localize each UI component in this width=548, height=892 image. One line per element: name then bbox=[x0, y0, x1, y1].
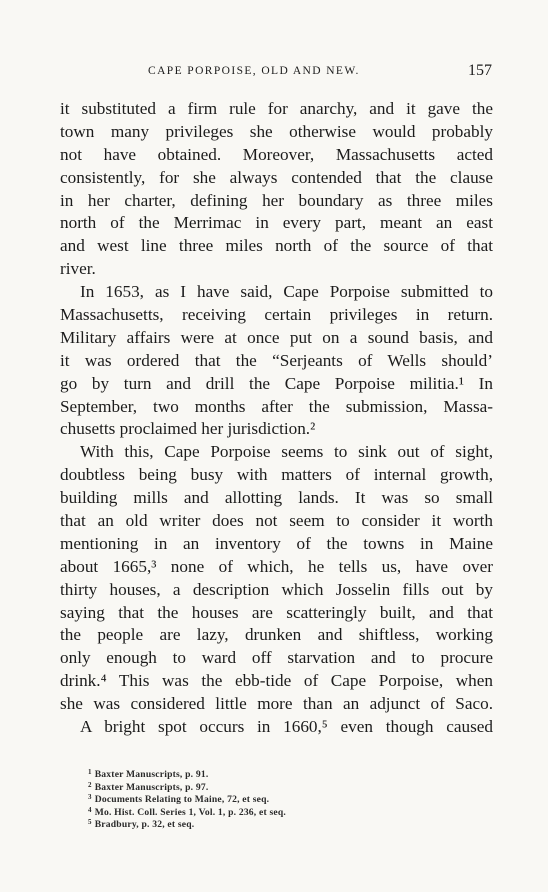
footnote-mark: 2 bbox=[88, 780, 92, 789]
running-head bbox=[60, 62, 492, 84]
text-line: the people are lazy, drunken and shiftless, working bbox=[60, 625, 493, 645]
text-line: drink.⁴ This was the ebb-tide of Cape Porpoise, when bbox=[60, 671, 493, 691]
text-line: Massachusetts, receiving certain privileges in return. bbox=[60, 305, 493, 325]
text-line: September, two months after the submission, Massa- bbox=[60, 396, 493, 416]
footnote bbox=[88, 791, 468, 804]
text-line: Military affairs were at once put on a sound basis, and bbox=[60, 327, 493, 347]
footnotes bbox=[88, 766, 468, 829]
text-line: consistently, for she always contended that the clause bbox=[60, 167, 493, 187]
text-line: town many privileges she otherwise would probably bbox=[60, 121, 493, 141]
text-line: chusetts proclaimed her jurisdiction.² bbox=[60, 419, 316, 439]
text-line: about 1665,³ none of which, he tells us, have over bbox=[60, 556, 493, 576]
text-line: north of the Merrimac in every part, meant an east bbox=[60, 213, 493, 233]
text-line: In 1653, as I have said, Cape Porpoise submitted to bbox=[80, 282, 493, 302]
page-number: 157 bbox=[468, 62, 492, 79]
text-line: in her charter, defining her boundary as three miles bbox=[60, 190, 493, 210]
text-line: mentioning in an inventory of the towns in Maine bbox=[60, 533, 493, 553]
footnote bbox=[88, 804, 468, 817]
running-title: CAPE PORPOISE, OLD AND NEW. bbox=[148, 65, 360, 77]
body-text bbox=[60, 98, 493, 739]
footnote-mark: 4 bbox=[88, 805, 92, 814]
text-line: only enough to ward off starvation and to procure bbox=[60, 648, 493, 668]
footnote bbox=[88, 779, 468, 792]
text-line: she was considered little more than an adjunct of Saco. bbox=[60, 694, 493, 714]
footnote-text: Baxter Manuscripts, p. 91. bbox=[94, 769, 209, 780]
footnote bbox=[88, 766, 468, 779]
footnote-text: Baxter Manuscripts, p. 97. bbox=[94, 781, 209, 793]
footnote-mark: 5 bbox=[88, 818, 92, 826]
text-line: A bright spot occurs in 1660,⁵ even though caused bbox=[80, 717, 493, 737]
text-line: that an old writer does not seem to consider it worth bbox=[60, 511, 493, 531]
text-line: doubtless being busy with matters of internal growth, bbox=[60, 465, 493, 485]
footnote-text: Bradbury, p. 32, et seq. bbox=[94, 819, 195, 830]
text-line: thirty houses, a description which Josselin fills out by bbox=[60, 579, 493, 599]
text-line: river. bbox=[60, 259, 96, 279]
footnote-text: Documents Relating to Maine, 72, et seq. bbox=[94, 794, 270, 805]
text-line: and west line three miles north of the source of that bbox=[60, 236, 493, 256]
footnote-text: Mo. Hist. Coll. Series 1, Vol. 1, p. 236, et seq. bbox=[94, 806, 286, 818]
text-line: go by turn and drill the Cape Porpoise militia.¹ In bbox=[60, 373, 493, 393]
footnote-mark: 1 bbox=[88, 768, 92, 776]
text-line: building mills and allotting lands. It was so small bbox=[60, 488, 493, 508]
text-line: it was ordered that the “Serjeants of Wells should’ bbox=[60, 350, 493, 370]
text-line: saying that the houses are scatteringly built, and that bbox=[60, 602, 493, 622]
text-line: it substituted a firm rule for anarchy, and it gave the bbox=[60, 99, 493, 118]
text-line: not have obtained. Moreover, Massachusetts acted bbox=[60, 144, 493, 164]
footnote-mark: 3 bbox=[88, 793, 92, 801]
text-line: With this, Cape Porpoise seems to sink out of sight, bbox=[80, 442, 493, 462]
